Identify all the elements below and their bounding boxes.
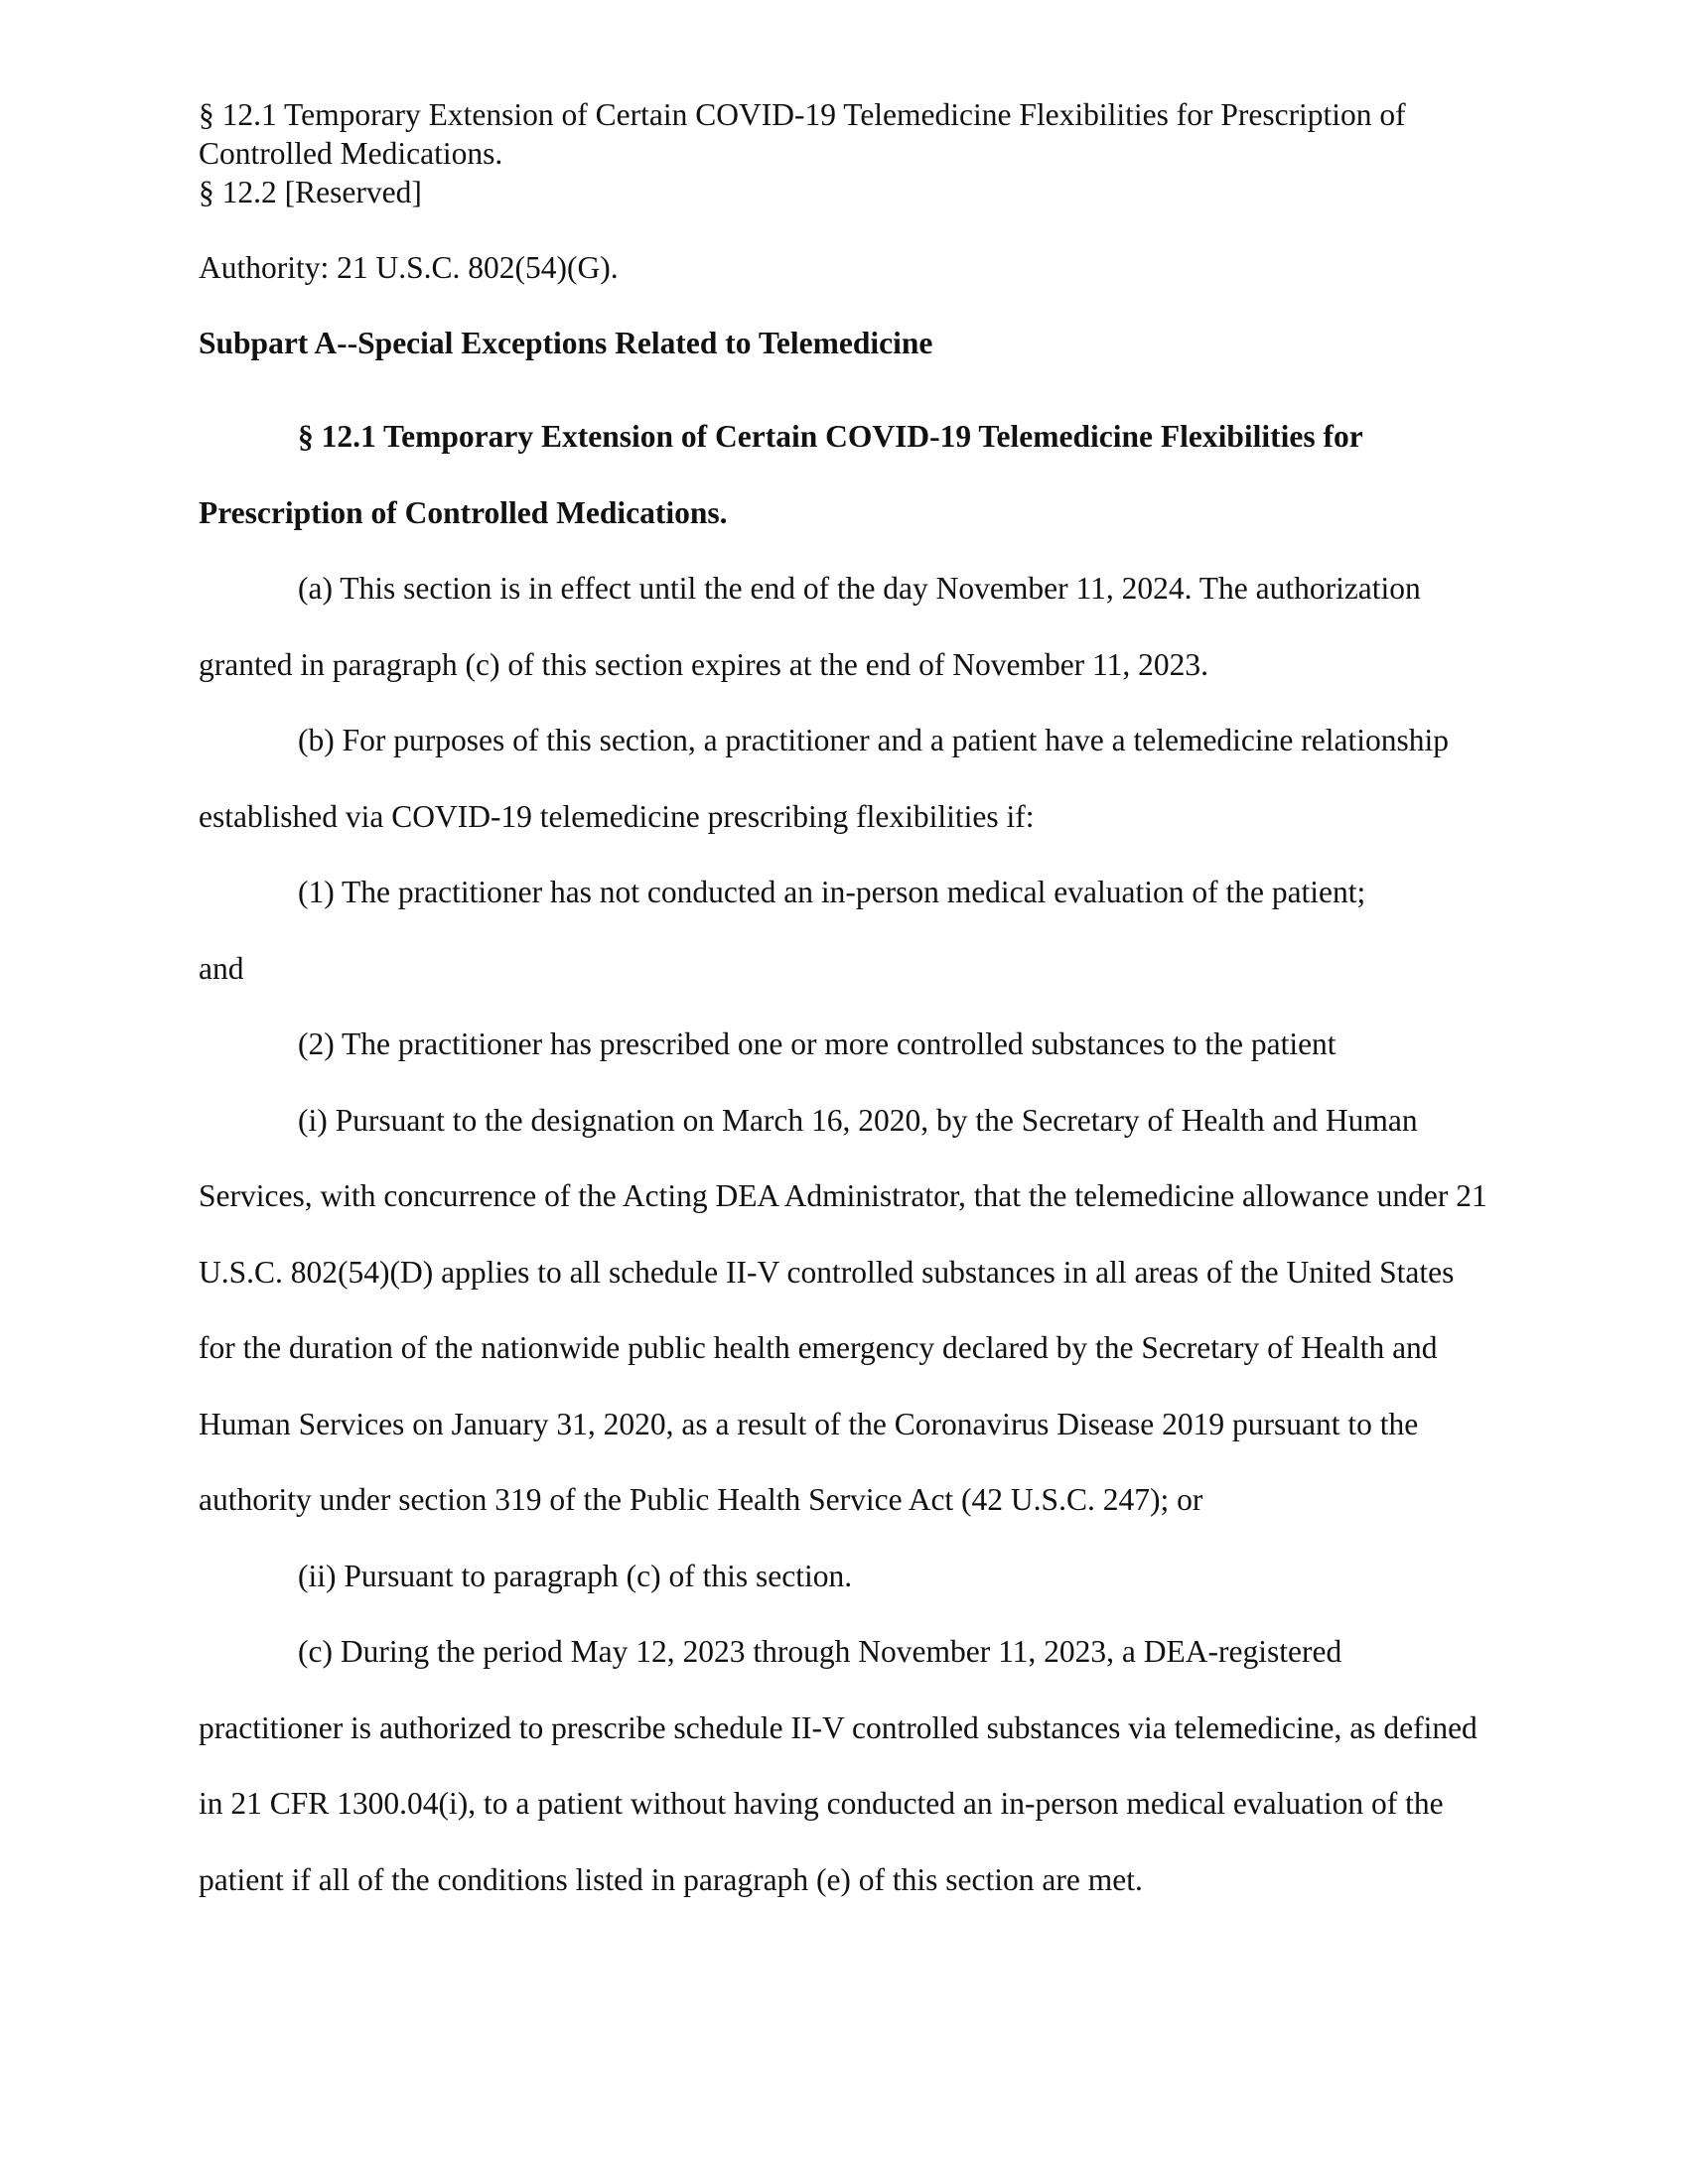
document-page: [199, 95, 1489, 1918]
paragraph-b-i: (i) Pursuant to the designation on March 16, 2020, by the Secretary of Health and Human Services, with concurrence of the Acting DEA Administrator, that the telemedicine allowance under 21 U.S.C. 802(54)(D) applies to all schedule II-V controlled substances in all areas of the United States for the duration of the nationwide public health emergency declared by the Secretary of Health and Human Services on January 31, 2020, as a result of the Coronavirus Disease 2019 pursuant to the authority under section 319 of the Public Health Service Act (42 U.S.C. 247); or: [199, 1102, 1487, 1517]
paragraph-b: (b) For purposes of this section, a practitioner and a patient have a telemedicine relationship established via COVID-19 telemedicine prescribing flexibilities if:: [199, 723, 1449, 834]
table-of-contents: [199, 95, 1489, 211]
subpart-heading: Subpart A--Special Exceptions Related to Telemedicine: [199, 326, 933, 360]
paragraph-b-2: (2) The practitioner has prescribed one or more controlled substances to the patient: [298, 1026, 1336, 1061]
section-heading: § 12.1 Temporary Extension of Certain COVID-19 Telemedicine Flexibilities for Prescription of Controlled Medications.: [199, 419, 1363, 530]
paragraph-b-1-continuation: and: [199, 950, 244, 986]
authority-citation: Authority: 21 U.S.C. 802(54)(G).: [199, 250, 619, 285]
paragraph-b-ii: (ii) Pursuant to paragraph (c) of this section.: [298, 1558, 853, 1593]
section-body: [199, 399, 1489, 1918]
toc-entry-12-1: § 12.1 Temporary Extension of Certain COVID-19 Telemedicine Flexibilities for Prescription of: [199, 97, 1406, 132]
paragraph-c: (c) During the period May 12, 2023 through November 11, 2023, a DEA-registered practitioner is authorized to prescribe schedule II-V controlled substances via telemedicine, as defined in 21 CFR 1300.04(i), to a patient without having conducted an in-person medical evaluation of the patient if all of the conditions listed in paragraph (e) of this section are met.: [199, 1634, 1477, 1897]
toc-entry-12-2: § 12.2 [Reserved]: [199, 175, 422, 209]
toc-entry-12-1-continued: Controlled Medications.: [199, 136, 503, 171]
paragraph-b-1: (1) The practitioner has not conducted an in-person medical evaluation of the patient;: [298, 875, 1366, 909]
paragraph-a: (a) This section is in effect until the end of the day November 11, 2024. The authorization granted in paragraph (c) of this section expires at the end of November 11, 2023.: [199, 571, 1421, 682]
